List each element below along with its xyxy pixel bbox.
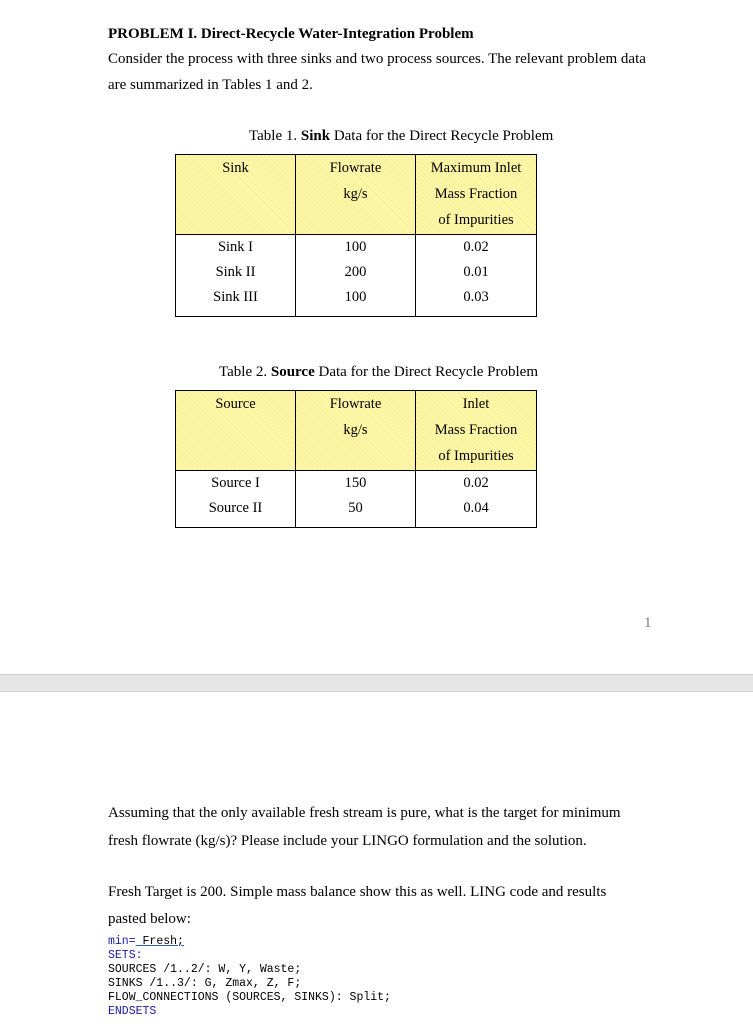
table-cell-value: 150: [344, 475, 367, 491]
header-text: Mass Fraction: [434, 422, 518, 438]
table1-header-cell: [416, 155, 537, 235]
header-text: of Impurities: [438, 448, 514, 464]
table1-header-cell: [176, 155, 296, 235]
problem-title: PROBLEM I. Direct-Recycle Water-Integration Problem: [108, 26, 474, 42]
header-text: Flowrate: [329, 396, 382, 412]
page-number: 1: [644, 615, 652, 631]
table2-body-cell: [416, 471, 537, 528]
table1-header-cell: [296, 155, 416, 235]
header-text: kg/s: [343, 422, 368, 438]
table-cell-value: Sink II: [215, 264, 256, 280]
table-cell-value: Source II: [208, 500, 263, 516]
header-text: Mass Fraction: [434, 186, 518, 202]
table1-body-cell: [296, 235, 416, 317]
table-cell-value: 200: [344, 264, 367, 280]
intro-line-2: are summarized in Tables 1 and 2.: [108, 77, 313, 93]
header-text: Sink: [222, 160, 249, 176]
answer-line-1: Fresh Target is 200. Simple mass balance show this as well. LING code and results: [108, 884, 607, 900]
sink-data-table: [175, 154, 537, 317]
code-line-2: SETS:: [108, 949, 143, 962]
lingo-code-block: [108, 935, 391, 1019]
header-text: of Impurities: [438, 212, 514, 228]
header-text: Source: [215, 396, 256, 412]
code-line-4: SINKS /1..3/: G, Zmax, Z, F;: [108, 977, 302, 990]
table1-body-cell: [176, 235, 296, 317]
table1-body-cell: [416, 235, 537, 317]
table-cell-value: 0.02: [463, 239, 489, 255]
table-cell-value: 100: [344, 239, 367, 255]
code-line-1: Fresh;: [135, 935, 184, 948]
table2-header-cell: [176, 391, 296, 471]
code-line-6: ENDSETS: [108, 1005, 157, 1018]
source-data-table: [175, 390, 537, 528]
table2-body-cell: [176, 471, 296, 528]
table2-header-cell: [296, 391, 416, 471]
document-page-2: [0, 692, 753, 1024]
code-keyword-min: min=: [108, 935, 136, 948]
table2-header-cell: [416, 391, 537, 471]
table2-caption: Table 2. Source Data for the Direct Recycle Problem: [219, 364, 538, 380]
table-cell-value: 50: [348, 500, 363, 516]
header-text: kg/s: [343, 186, 368, 202]
table2-body-cell: [296, 471, 416, 528]
table-cell-value: 0.03: [463, 289, 489, 305]
question-line-1: Assuming that the only available fresh stream is pure, what is the target for minimum: [108, 805, 621, 821]
table-cell-value: 0.04: [463, 500, 489, 516]
table-cell-value: Sink III: [213, 289, 258, 305]
table-cell-value: 0.02: [463, 475, 489, 491]
table1-caption: Table 1. Sink Data for the Direct Recycle Problem: [249, 128, 554, 144]
question-line-2: fresh flowrate (kg/s)? Please include your LINGO formulation and the solution.: [108, 833, 587, 849]
header-text: Inlet: [462, 396, 490, 412]
page-break: [0, 674, 753, 692]
header-text: Flowrate: [329, 160, 382, 176]
table-cell-value: Sink I: [217, 239, 254, 255]
table-cell-value: 100: [344, 289, 367, 305]
code-line-5: FLOW_CONNECTIONS (SOURCES, SINKS): Split;: [108, 991, 391, 1004]
answer-line-2: pasted below:: [108, 911, 191, 927]
code-line-3: SOURCES /1..2/: W, Y, Waste;: [108, 963, 302, 976]
table-cell-value: 0.01: [463, 264, 489, 280]
header-text: Maximum Inlet: [430, 160, 522, 176]
table-cell-value: Source I: [211, 475, 260, 491]
intro-line-1: Consider the process with three sinks and two process sources. The relevant problem data: [108, 51, 646, 67]
